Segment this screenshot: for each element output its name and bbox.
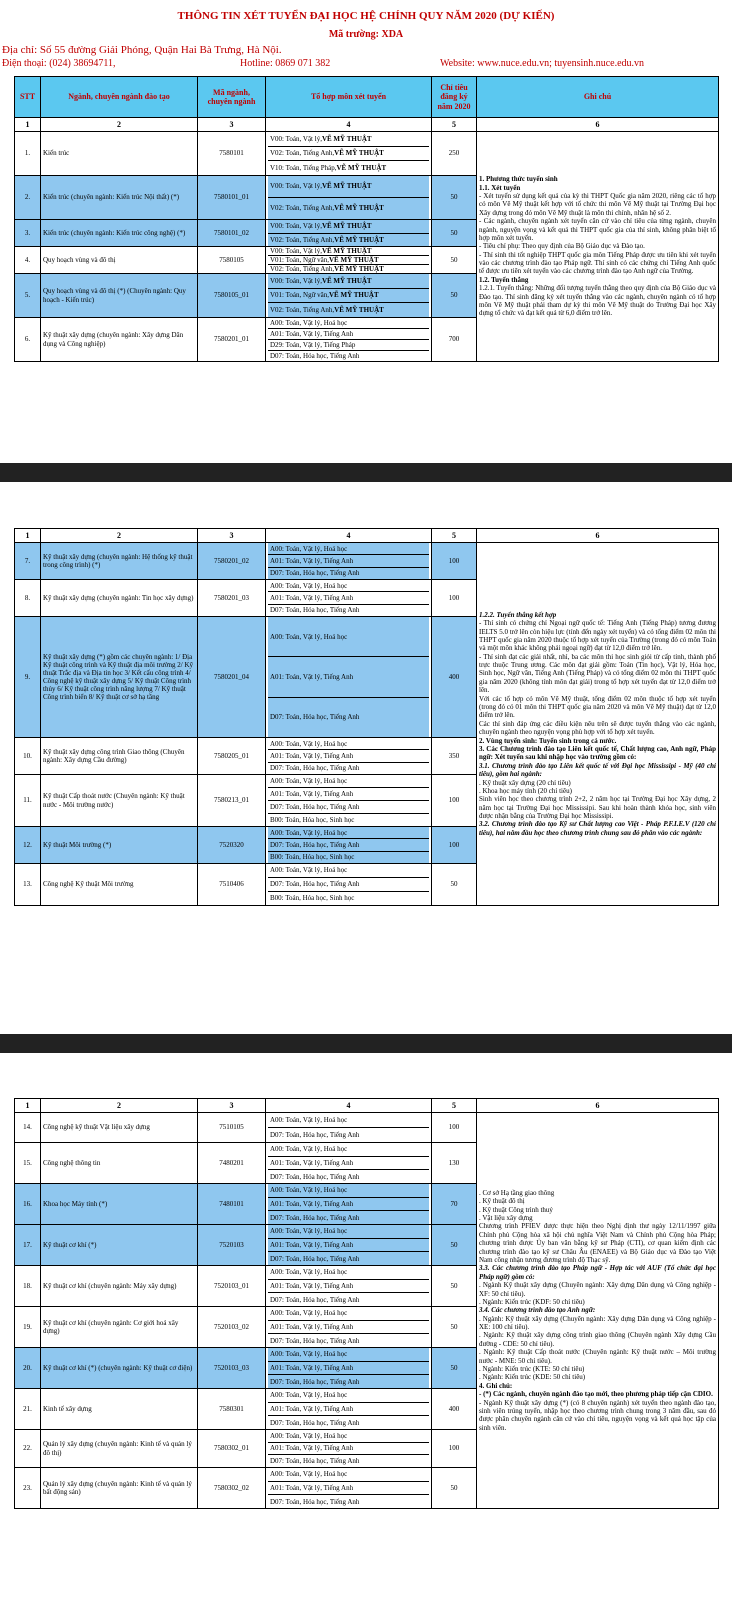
page-separator bbox=[0, 463, 732, 482]
note-paragraph: . Cơ sở Hạ tầng giao thông bbox=[479, 1188, 555, 1197]
column-number-row bbox=[15, 118, 719, 132]
note-paragraph: . Khoa học máy tính (20 chỉ tiêu) bbox=[479, 786, 572, 795]
program-code: 7520320 bbox=[198, 827, 266, 864]
combo-item: D07: Toán, Hóa học, Tiếng Anh bbox=[270, 1172, 360, 1181]
program-code: 7580301 bbox=[198, 1389, 266, 1430]
column-number: 4 bbox=[266, 118, 432, 132]
combo-item: V02: Toán, Tiếng Anh, VẼ MỸ THUẬT bbox=[268, 234, 429, 247]
program-code: 7580201_01 bbox=[198, 318, 266, 362]
program-name: Kỹ thuật cơ khí (*) bbox=[41, 1225, 198, 1266]
combo-list bbox=[268, 1266, 429, 1306]
quota-cell: 50 bbox=[432, 1225, 477, 1266]
program-code: 7520103_03 bbox=[198, 1348, 266, 1389]
table-page-2 bbox=[14, 528, 718, 906]
combo-item: D07: Toán, Hóa học, Tiếng Anh bbox=[268, 568, 429, 579]
program-name: Kinh tế xây dựng bbox=[41, 1389, 198, 1430]
note-paragraph: . Ngành: Kiến trúc (KDF: 50 chỉ tiêu) bbox=[479, 1297, 585, 1306]
combo-list bbox=[268, 617, 429, 737]
quota-cell: 50 bbox=[432, 1307, 477, 1348]
quota-cell: 50 bbox=[432, 176, 477, 220]
program-code: 7580201_03 bbox=[198, 580, 266, 617]
combo-item: B00: Toán, Hóa học, Sinh học bbox=[270, 894, 355, 903]
program-code: 7520103 bbox=[198, 1225, 266, 1266]
stt-cell: 18. bbox=[15, 1266, 41, 1307]
note-paragraph: . Ngành: Kiến trúc (KDE: 50 chỉ tiêu) bbox=[479, 1373, 586, 1382]
table-row bbox=[15, 132, 719, 176]
column-number: 1 bbox=[15, 118, 41, 132]
quota-cell: 700 bbox=[432, 318, 477, 362]
program-code: 7510406 bbox=[198, 864, 266, 906]
quota-cell: 50 bbox=[432, 1348, 477, 1389]
program-name: Kiến trúc bbox=[41, 132, 198, 176]
combo-list bbox=[268, 1143, 429, 1183]
program-name: Quy hoạch vùng và đô thị bbox=[41, 247, 198, 274]
stt-cell: 19. bbox=[15, 1307, 41, 1348]
column-number-row bbox=[15, 529, 719, 543]
subject-combos bbox=[266, 1348, 432, 1389]
combo-item: D07: Toán, Hóa học, Tiếng Anh bbox=[268, 801, 429, 814]
combo-item: A01: Toán, Vật lý, Tiếng Anh bbox=[268, 555, 429, 567]
combo-item: D07: Toán, Hóa học, Tiếng Anh bbox=[268, 698, 429, 737]
admission-table bbox=[14, 1098, 719, 1509]
column-number: 2 bbox=[41, 118, 198, 132]
quota-cell: 100 bbox=[432, 1113, 477, 1143]
combo-list bbox=[268, 132, 429, 175]
combo-item: A00: Toán, Vật lý, Hoá học bbox=[268, 1307, 429, 1321]
quota-cell: 50 bbox=[432, 1468, 477, 1509]
program-name: Kỹ thuật cơ khí (chuyên ngành: Cơ giới hoá xây dựng) bbox=[41, 1307, 198, 1348]
column-number: 6 bbox=[477, 1099, 719, 1113]
admission-table bbox=[14, 528, 719, 906]
column-number: 2 bbox=[41, 1099, 198, 1113]
note-paragraph: 4. Ghi chú: bbox=[479, 1381, 513, 1390]
stt-cell: 6. bbox=[15, 318, 41, 362]
note-paragraph: 3. Các Chương trình đào tạo Liên kết quốc tế, Chất lượng cao, Anh ngữ, Pháp ngữ: Xét tuyển sau khi nhập học vào trường gồm có: bbox=[479, 744, 716, 762]
address-line: Địa chỉ: Số 55 đường Giải Phóng, Quận Hai Bà Trưng, Hà Nội. bbox=[2, 44, 282, 56]
notes-cell bbox=[477, 1113, 719, 1509]
stt-cell: 16. bbox=[15, 1184, 41, 1225]
stt-cell: 10. bbox=[15, 738, 41, 775]
note-paragraph: . Kỹ thuật đô thị bbox=[479, 1197, 525, 1206]
school-code: Mã trường: XDA bbox=[328, 29, 404, 40]
table-row bbox=[15, 1113, 719, 1143]
phone-line: Điện thoại: (024) 38694711, bbox=[2, 58, 116, 69]
note-paragraph: 3.1. Chương trình đào tạo Liên kết quốc tế với Đại học Mississipi - Mỹ (40 chỉ tiêu), gồm hai ngành: bbox=[479, 761, 716, 779]
combo-item: V00: Toán, Vật lý, VẼ MỸ THUẬT bbox=[268, 132, 429, 147]
combo-item: A01: Toán, Vật lý, Tiếng Anh bbox=[268, 1443, 429, 1456]
quota-cell: 130 bbox=[432, 1143, 477, 1184]
program-code: 7520103_01 bbox=[198, 1266, 266, 1307]
combo-item: A01: Toán, Vật lý, Tiếng Anh bbox=[268, 1239, 429, 1253]
combo-item: D07: Toán, Hóa học, Tiếng Anh bbox=[270, 606, 360, 615]
combo-item: A00: Toán, Vật lý, Hoá học bbox=[268, 1225, 429, 1239]
quota-cell: 400 bbox=[432, 617, 477, 738]
column-header: Ghi chú bbox=[477, 77, 719, 118]
stt-cell: 11. bbox=[15, 775, 41, 827]
program-code: 7580101_02 bbox=[198, 220, 266, 247]
program-code: 7580105 bbox=[198, 247, 266, 274]
quota-cell: 50 bbox=[432, 247, 477, 274]
column-number: 3 bbox=[198, 1099, 266, 1113]
combo-item: A01: Toán, Vật lý, Tiếng Anh bbox=[268, 329, 429, 340]
combo-list bbox=[268, 176, 429, 219]
note-paragraph: 2. Vùng tuyển sinh: Tuyển sinh trong cả nước. bbox=[479, 736, 617, 745]
stt-cell: 1. bbox=[15, 132, 41, 176]
stt-cell: 8. bbox=[15, 580, 41, 617]
combo-item: A01: Toán, Vật lý, Tiếng Anh bbox=[268, 1321, 429, 1335]
combo-item: A00: Toán, Vật lý, Hoá học bbox=[268, 1266, 429, 1280]
note-paragraph: . Vật liệu xây dựng bbox=[479, 1214, 533, 1222]
program-code: 7580101 bbox=[198, 132, 266, 176]
program-code: 7520103_02 bbox=[198, 1307, 266, 1348]
combo-list bbox=[268, 247, 429, 273]
combo-item: A00: Toán, Vật lý, Hoá học bbox=[268, 617, 429, 657]
combo-list bbox=[268, 1468, 429, 1508]
combo-item: V02: Toán, Tiếng Anh, VẼ MỸ THUẬT bbox=[270, 265, 384, 274]
note-paragraph: 1.2.2. Tuyển thẳng kết hợp bbox=[479, 610, 557, 619]
subject-combos bbox=[266, 1389, 432, 1430]
combo-item: A01: Toán, Vật lý, Tiếng Anh bbox=[268, 1157, 429, 1171]
quota-cell: 50 bbox=[432, 864, 477, 906]
program-code: 7510105 bbox=[198, 1113, 266, 1143]
note-paragraph: 1. Phương thức tuyển sinh bbox=[479, 175, 558, 184]
column-number: 6 bbox=[477, 529, 719, 543]
note-paragraph: - Thí sinh thi tốt nghiệp THPT quốc gia môn Tiếng Pháp được ưu tiên khi xét tuyển vào các chương trình đào tạo Pháp ngữ. Thí sinh có các chứng chỉ Tiếng Anh quốc tế được ưu tiên xét tuyển vào các chương trình đào tạo Anh ngữ của Trường. bbox=[479, 250, 716, 276]
subject-combos bbox=[266, 1307, 432, 1348]
combo-item: A01: Toán, Vật lý, Tiếng Anh bbox=[268, 1198, 429, 1212]
stt-cell: 17. bbox=[15, 1225, 41, 1266]
stt-cell: 7. bbox=[15, 543, 41, 580]
combo-item: A00: Toán, Vật lý, Hoá học bbox=[268, 1113, 429, 1128]
combo-item: D07: Toán, Hóa học, Tiếng Anh bbox=[270, 1418, 360, 1427]
combo-item: A01: Toán, Vật lý, Tiếng Anh bbox=[268, 1403, 429, 1417]
program-name: Công nghệ Kỹ thuật Môi trường bbox=[41, 864, 198, 906]
combo-list bbox=[268, 775, 429, 826]
combo-list bbox=[268, 1307, 429, 1347]
note-paragraph: Chương trình PFIEV được thực hiện theo Nghị định thư ngày 12/11/1997 giữa Chính phủ Cộng hòa xã hội chủ nghĩa Việt Nam và Chính phủ Cộng hòa Pháp; chương trình được Ủy ban văn bằng kỹ sư Pháp (CTI), cơ quan kiểm định các chương trình đào tạo kỹ sư Châu Âu (ENAEE) và Bộ Giáo dục và Đào tạo Việt Nam công nhận tương đương trình độ Thạc sỹ. bbox=[479, 1222, 716, 1264]
combo-item: D07: Toán, Hóa học, Tiếng Anh bbox=[268, 878, 429, 892]
combo-list bbox=[268, 220, 429, 246]
program-name: Công nghệ kỹ thuật Vật liệu xây dựng bbox=[41, 1113, 198, 1143]
combo-item: A00: Toán, Vật lý, Hoá học bbox=[268, 1468, 429, 1482]
combo-list bbox=[268, 1430, 429, 1467]
column-number: 4 bbox=[266, 1099, 432, 1113]
subject-combos bbox=[266, 132, 432, 176]
quota-cell: 400 bbox=[432, 1389, 477, 1430]
combo-item: B00: Toán, Hóa học, Sinh học bbox=[270, 815, 355, 824]
combo-list bbox=[268, 1184, 429, 1224]
combo-item: D07: Toán, Hóa học, Tiếng Anh bbox=[268, 1252, 429, 1265]
quota-cell: 100 bbox=[432, 1430, 477, 1468]
quota-cell: 100 bbox=[432, 827, 477, 864]
note-paragraph: . Kỹ thuật Công trình thuỷ bbox=[479, 1205, 553, 1214]
note-paragraph: Với các tổ hợp có môn Vẽ Mỹ thuật, tổng điểm 02 môn thuộc tổ hợp xét tuyển (trong đó có 01 môn thi THPT quốc gia năm 2020 và môn Vẽ Mỹ thuật) đạt từ 12,0 điểm trở lên. bbox=[479, 694, 716, 720]
column-number: 6 bbox=[477, 118, 719, 132]
program-code: 7580205_01 bbox=[198, 738, 266, 775]
combo-item: A01: Toán, Vật lý, Tiếng Anh bbox=[268, 788, 429, 801]
column-number: 5 bbox=[432, 529, 477, 543]
subject-combos bbox=[266, 738, 432, 775]
document-header bbox=[0, 0, 732, 88]
combo-item: A00: Toán, Vật lý, Hoá học bbox=[268, 1184, 429, 1198]
column-number: 4 bbox=[266, 529, 432, 543]
stt-cell: 20. bbox=[15, 1348, 41, 1389]
note-paragraph: 1.2.1. Tuyển thẳng: Những đối tượng tuyển thẳng theo quy định của Bộ Giáo dục và Đào tạo. Thí sinh đăng ký xét tuyển thẳng vào các ngành, chuyên ngành có tổ hợp môn Vẽ Mỹ thuật phải tham dự kỳ thi môn Vẽ Mỹ thuật do Trường Đại học Xây dựng tổ chức và đạt kết quả từ 6,0 điểm trở lên. bbox=[479, 284, 716, 318]
subject-combos bbox=[266, 274, 432, 318]
combo-item: D07: Toán, Hóa học, Tiếng Anh bbox=[270, 1295, 360, 1304]
program-name: Quản lý xây dựng (chuyên ngành: Kinh tế và quản lý bất động sản) bbox=[41, 1468, 198, 1509]
combo-list bbox=[268, 1113, 429, 1142]
combo-list bbox=[268, 1389, 429, 1429]
note-paragraph: - (*) Các ngành, chuyên ngành đào tạo mới, theo phương pháp tiếp cận CDIO. bbox=[479, 1390, 713, 1399]
column-number: 2 bbox=[41, 529, 198, 543]
subject-combos bbox=[266, 220, 432, 247]
combo-list bbox=[268, 864, 429, 905]
combo-list bbox=[268, 274, 429, 317]
combo-item: A00: Toán, Vật lý, Hoá học bbox=[268, 318, 429, 329]
table-row bbox=[15, 543, 719, 580]
subject-combos bbox=[266, 1143, 432, 1184]
combo-item: D29: Toán, Vật lý, Tiếng Pháp bbox=[268, 340, 429, 351]
combo-item: A00: Toán, Vật lý, Hoá học bbox=[268, 1348, 429, 1362]
admission-table bbox=[14, 76, 719, 362]
note-paragraph: 3.2. Chương trình đào tạo Kỹ sư Chất lượng cao Việt - Pháp P.F.I.E.V (120 chỉ tiêu), hai năm đầu học theo chương trình chung sau đó phân vào các ngành: bbox=[479, 820, 716, 837]
column-number: 3 bbox=[198, 118, 266, 132]
program-code: 7580302_02 bbox=[198, 1468, 266, 1509]
note-paragraph: 3.4. Các chương trình đào tạo Anh ngữ: bbox=[479, 1306, 596, 1315]
combo-list bbox=[268, 318, 429, 361]
combo-item: D07: Toán, Hóa học, Tiếng Anh bbox=[270, 1130, 360, 1139]
column-number-row bbox=[15, 1099, 719, 1113]
column-header: STT bbox=[15, 77, 41, 118]
quota-cell: 50 bbox=[432, 274, 477, 318]
combo-item: A00: Toán, Vật lý, Hoá học bbox=[268, 1143, 429, 1157]
program-code: 7580302_01 bbox=[198, 1430, 266, 1468]
note-paragraph: Các thí sinh đáp ứng các điều kiện nêu trên sẽ được tuyển thẳng vào các ngành, chuyên ngành theo nguyện vọng phù hợp với tổ hợp xét tuyển. bbox=[479, 719, 716, 737]
combo-item: A01: Toán, Vật lý, Tiếng Anh bbox=[268, 657, 429, 697]
subject-combos bbox=[266, 1266, 432, 1307]
column-header: Ngành, chuyên ngành đào tạo bbox=[41, 77, 198, 118]
combo-list bbox=[268, 827, 429, 863]
combo-item: A00: Toán, Vật lý, Hoá học bbox=[268, 1430, 429, 1443]
combo-item: V01: Toán, Ngữ văn, VẼ MỸ THUẬT bbox=[268, 289, 429, 304]
quota-cell: 100 bbox=[432, 543, 477, 580]
stt-cell: 3. bbox=[15, 220, 41, 247]
header-row bbox=[15, 77, 719, 118]
program-code: 7480101 bbox=[198, 1184, 266, 1225]
note-paragraph: . Ngành: Kỹ thuật Cấp thoát nước (Chuyên ngành: Kỹ thuật nước – Môi trường nước - MNE: 50 chỉ tiêu). bbox=[479, 1348, 716, 1365]
combo-item: D07: Toán, Hóa học, Tiếng Anh bbox=[270, 1336, 360, 1345]
combo-item: A00: Toán, Vật lý, Hoá học bbox=[268, 738, 429, 750]
combo-item: A00: Toán, Vật lý, Hoá học bbox=[268, 775, 429, 788]
note-paragraph: - Ngành Kỹ thuật xây dựng (*) (có 8 chuyên ngành) xét tuyển theo ngành đào tạo, sinh viên trúng tuyển, nhập học theo chương trình chung trong 3 năm đầu, sau đó được phân chuyên ngành căn cứ vào chỉ tiêu, nguyện vọng và kết quả học tập của sinh viên. bbox=[479, 1398, 716, 1432]
subject-combos bbox=[266, 617, 432, 738]
subject-combos bbox=[266, 1430, 432, 1468]
document-title: THÔNG TIN XÉT TUYỂN ĐẠI HỌC HỆ CHÍNH QUY NĂM 2020 (DỰ KIẾN) bbox=[177, 10, 555, 22]
combo-item: A01: Toán, Vật lý, Tiếng Anh bbox=[268, 1362, 429, 1376]
combo-list bbox=[268, 1348, 429, 1388]
combo-list bbox=[268, 543, 429, 579]
column-number: 1 bbox=[15, 1099, 41, 1113]
quota-cell: 350 bbox=[432, 738, 477, 775]
column-number: 5 bbox=[432, 118, 477, 132]
combo-item: V02: Toán, Tiếng Anh, VẼ MỸ THUẬT bbox=[268, 147, 429, 162]
column-header: Mã ngành, chuyên ngành bbox=[198, 77, 266, 118]
combo-item: V00: Toán, Vật lý, VẼ MỸ THUẬT bbox=[268, 274, 429, 289]
combo-item: A00: Toán, Vật lý, Hoá học bbox=[268, 580, 429, 592]
program-name: Kỹ thuật Môi trường (*) bbox=[41, 827, 198, 864]
stt-cell: 2. bbox=[15, 176, 41, 220]
combo-item: V10: Toán, Tiếng Pháp, VẼ MỸ THUẬT bbox=[270, 164, 387, 173]
stt-cell: 22. bbox=[15, 1430, 41, 1468]
combo-item: V00: Toán, Vật lý, VẼ MỸ THUẬT bbox=[268, 247, 429, 256]
subject-combos bbox=[266, 1113, 432, 1143]
program-name: Kỹ thuật cơ khí (chuyên ngành: Máy xây dựng) bbox=[41, 1266, 198, 1307]
column-number: 1 bbox=[15, 529, 41, 543]
note-paragraph: . Ngành: Kỹ thuật xây dựng công trình giao thông (Chuyên ngành Xây dựng Cầu đường - CDE: 50 chỉ tiêu). bbox=[479, 1331, 716, 1348]
combo-list bbox=[268, 580, 429, 616]
combo-item: D07: Toán, Hóa học, Tiếng Anh bbox=[268, 839, 429, 851]
combo-item: B00: Toán, Hóa học, Sinh học bbox=[268, 852, 429, 863]
subject-combos bbox=[266, 1184, 432, 1225]
combo-item: A01: Toán, Vật lý, Tiếng Anh bbox=[268, 1280, 429, 1294]
program-name: Kỹ thuật xây dựng (chuyên ngành: Hệ thống kỹ thuật trong công trình) (*) bbox=[41, 543, 198, 580]
combo-item: D07: Toán, Hóa học, Tiếng Anh bbox=[270, 1497, 360, 1506]
stt-cell: 23. bbox=[15, 1468, 41, 1509]
subject-combos bbox=[266, 247, 432, 274]
quota-cell: 50 bbox=[432, 220, 477, 247]
combo-item: V00: Toán, Vật lý, VẼ MỸ THUẬT bbox=[268, 220, 429, 234]
program-name: Kỹ thuật Cấp thoát nước (Chuyên ngành: Kỹ thuật nước - Môi trường nước) bbox=[41, 775, 198, 827]
combo-item: V02: Toán, Tiếng Anh, VẼ MỸ THUẬT bbox=[268, 303, 429, 317]
combo-item: D07: Toán, Hóa học, Tiếng Anh bbox=[270, 764, 360, 773]
subject-combos bbox=[266, 580, 432, 617]
combo-list bbox=[268, 738, 429, 774]
program-name: Kỹ thuật xây dựng công trình Giao thông (Chuyên ngành: Xây dựng Cầu đường) bbox=[41, 738, 198, 775]
combo-item: A00: Toán, Vật lý, Hoá học bbox=[268, 864, 429, 878]
program-name: Quản lý xây dựng (chuyên ngành: Kinh tế và quản lý đô thị) bbox=[41, 1430, 198, 1468]
program-code: 7480201 bbox=[198, 1143, 266, 1184]
notes-cell bbox=[477, 132, 719, 362]
combo-item: D07: Toán, Hóa học, Tiếng Anh bbox=[268, 1211, 429, 1224]
combo-item: V00: Toán, Vật lý, VẼ MỸ THUẬT bbox=[268, 176, 429, 198]
program-name: Quy hoạch vùng và đô thị (*) (Chuyên ngành: Quy hoạch - Kiến trúc) bbox=[41, 274, 198, 318]
program-name: Công nghệ thông tin bbox=[41, 1143, 198, 1184]
website-line: Website: www.nuce.edu.vn; tuyensinh.nuce.edu.vn bbox=[440, 58, 645, 69]
stt-cell: 15. bbox=[15, 1143, 41, 1184]
column-header: Tổ hợp môn xét tuyển bbox=[266, 77, 432, 118]
quota-cell: 50 bbox=[432, 1266, 477, 1307]
combo-list bbox=[268, 1225, 429, 1265]
stt-cell: 4. bbox=[15, 247, 41, 274]
combo-item: D07: Toán, Hóa học, Tiếng Anh bbox=[268, 1375, 429, 1388]
program-code: 7580105_01 bbox=[198, 274, 266, 318]
subject-combos bbox=[266, 176, 432, 220]
note-paragraph: - Các ngành, chuyên ngành xét tuyển căn cứ vào chỉ tiêu của từng ngành, chuyên ngành, nguyện vọng và kết quả thi THPT quốc gia của thí sinh, không phân biệt tổ hợp môn xét tuyển. bbox=[479, 217, 716, 242]
stt-cell: 5. bbox=[15, 274, 41, 318]
program-name: Kỹ thuật xây dựng (*) gồm các chuyên ngành: 1/ Địa Kỹ thuật công trình và Kỹ thuật địa môi trường 2/ Kỹ thuật Trắc địa và Địa tin học 3/ Kết cấu công trình 4/ Công nghệ kỹ thuật xây dựng 5/ Kỹ thuật Công trình thủy 6/ Kỹ thuật công trình năng lượng 7/ Kỹ thuật Công trình biển 8/ Kỹ thuật cơ sở hạ tầng bbox=[41, 617, 198, 738]
subject-combos bbox=[266, 543, 432, 580]
table-page-3 bbox=[14, 1098, 718, 1509]
program-name: Kỹ thuật xây dựng (chuyên ngành: Xây dựng Dân dụng và Công nghiệp) bbox=[41, 318, 198, 362]
program-name: Kỹ thuật xây dựng (chuyên ngành: Tin học xây dựng) bbox=[41, 580, 198, 617]
page-separator bbox=[0, 1034, 732, 1053]
program-code: 7580213_01 bbox=[198, 775, 266, 827]
combo-item: V01: Toán, Ngữ văn, VẼ MỸ THUẬT bbox=[268, 256, 429, 265]
subject-combos bbox=[266, 318, 432, 362]
note-paragraph: Sinh viên học theo chương trình 2+2, 2 năm học tại Trường Đại học Xây dựng, 2 năm học tại Trường Đại học Mississipi. Sau khi hoàn thành khóa học, sinh viên được nhận bằng của Trường Đại học Mississipi. bbox=[479, 795, 716, 821]
subject-combos bbox=[266, 827, 432, 864]
program-name: Kiến trúc (chuyên ngành: Kiến trúc công nghệ) (*) bbox=[41, 220, 198, 247]
program-name: Kỹ thuật cơ khí (*) (chuyên ngành: Kỹ thuật cơ điện) bbox=[41, 1348, 198, 1389]
combo-item: A01: Toán, Vật lý, Tiếng Anh bbox=[268, 750, 429, 762]
combo-item: A01: Toán, Vật lý, Tiếng Anh bbox=[268, 1482, 429, 1496]
subject-combos bbox=[266, 1468, 432, 1509]
combo-item: A00: Toán, Vật lý, Hoá học bbox=[268, 1389, 429, 1403]
combo-item: A00: Toán, Vật lý, Hoá học bbox=[268, 827, 429, 839]
combo-item: V02: Toán, Tiếng Anh, VẼ MỸ THUẬT bbox=[268, 198, 429, 219]
stt-cell: 14. bbox=[15, 1113, 41, 1143]
note-paragraph: - Tiêu chí phụ: Theo quy định của Bộ Giáo dục và Đào tạo. bbox=[479, 242, 645, 251]
quota-cell: 250 bbox=[432, 132, 477, 176]
table-page-1 bbox=[14, 76, 718, 362]
combo-item: D07: Toán, Hóa học, Tiếng Anh bbox=[270, 1457, 360, 1466]
program-code: 7580201_04 bbox=[198, 617, 266, 738]
note-paragraph: 1.2. Tuyển thẳng bbox=[479, 275, 529, 284]
column-header: Chỉ tiêu đăng ký năm 2020 bbox=[432, 77, 477, 118]
note-paragraph: - Thí sinh có chứng chỉ Ngoại ngữ quốc tế: Tiếng Anh (Tiếng Pháp) tương đương IELTS 5.0 trở lên còn hiệu lực (tính đến ngày xét tuyển) và có tổng điểm 02 môn thi THPT quốc gia năm 2020 thuộc tổ hợp xét tuyển của Trường (trong đó có môn Toán và một môn khác không phải ngoại ngữ) đạt từ 12,0 điểm trở lên. bbox=[479, 619, 716, 653]
program-name: Khoa học Máy tính (*) bbox=[41, 1184, 198, 1225]
note-paragraph: 1.1. Xét tuyển bbox=[479, 183, 521, 192]
column-number: 3 bbox=[198, 529, 266, 543]
note-paragraph: . Ngành: Kiến trúc (KTE: 50 chỉ tiêu) bbox=[479, 1365, 585, 1374]
quota-cell: 100 bbox=[432, 775, 477, 827]
subject-combos bbox=[266, 1225, 432, 1266]
column-number: 5 bbox=[432, 1099, 477, 1113]
note-paragraph: . Kỹ thuật xây dựng (20 chỉ tiêu) bbox=[479, 778, 571, 787]
notes-cell bbox=[477, 543, 719, 906]
subject-combos bbox=[266, 864, 432, 906]
stt-cell: 13. bbox=[15, 864, 41, 906]
quota-cell: 100 bbox=[432, 580, 477, 617]
subject-combos bbox=[266, 775, 432, 827]
combo-item: D07: Toán, Hóa học, Tiếng Anh bbox=[270, 351, 360, 360]
program-name: Kiến trúc (chuyên ngành: Kiến trúc Nội thất) (*) bbox=[41, 176, 198, 220]
combo-item: A01: Toán, Vật lý, Tiếng Anh bbox=[268, 592, 429, 604]
stt-cell: 12. bbox=[15, 827, 41, 864]
note-paragraph: - Thí sinh đạt các giải nhất, nhì, ba các môn thi học sinh giỏi từ cấp tỉnh, thành phố trực thuộc Trung ương. Các môn đạt giải gồm: Toán (Tin học), Vật lý, Hóa học, Sinh học, Ngữ văn, Tiếng Anh (Tiếng Pháp) và có tổng điểm 02 môn thi THPT quốc gia năm 2020 (không tính môn đạt giải) trong tổ hợp xét tuyển đạt từ 12,0 điểm trở lên. bbox=[479, 652, 716, 695]
hotline-line: Hotline: 0869 071 382 bbox=[240, 58, 331, 69]
quota-cell: 70 bbox=[432, 1184, 477, 1225]
stt-cell: 21. bbox=[15, 1389, 41, 1430]
note-paragraph: 3.3. Các chương trình đào tạo Pháp ngữ - Hợp tác với AUF (Tổ chức đại học Pháp ngữ) gồm có: bbox=[479, 1264, 716, 1281]
note-paragraph: . Ngành: Kỹ thuật xây dựng (Chuyên ngành: Xây dựng Dân dụng và Công nghiệp - XE: 100 chỉ tiêu). bbox=[479, 1314, 716, 1332]
note-paragraph: . Ngành Kỹ thuật xây dựng (Chuyên ngành: Xây dựng Dân dụng và Công nghiệp - XF: 50 chỉ tiêu). bbox=[479, 1281, 716, 1298]
program-code: 7580201_02 bbox=[198, 543, 266, 580]
program-code: 7580101_01 bbox=[198, 176, 266, 220]
stt-cell: 9. bbox=[15, 617, 41, 738]
note-paragraph: - Xét tuyển sử dụng kết quả của kỳ thi THPT Quốc gia năm 2020, riêng các tổ hợp có môn Vẽ Mỹ thuật kết hợp với tổ chức thi môn Vẽ Mỹ thuật tại Trường Đại học Xây dựng trong đó môn Vẽ Mỹ thuật là môn thi chính, nhân hệ số 2. bbox=[479, 191, 716, 217]
combo-item: A00: Toán, Vật lý, Hoá học bbox=[268, 543, 429, 555]
